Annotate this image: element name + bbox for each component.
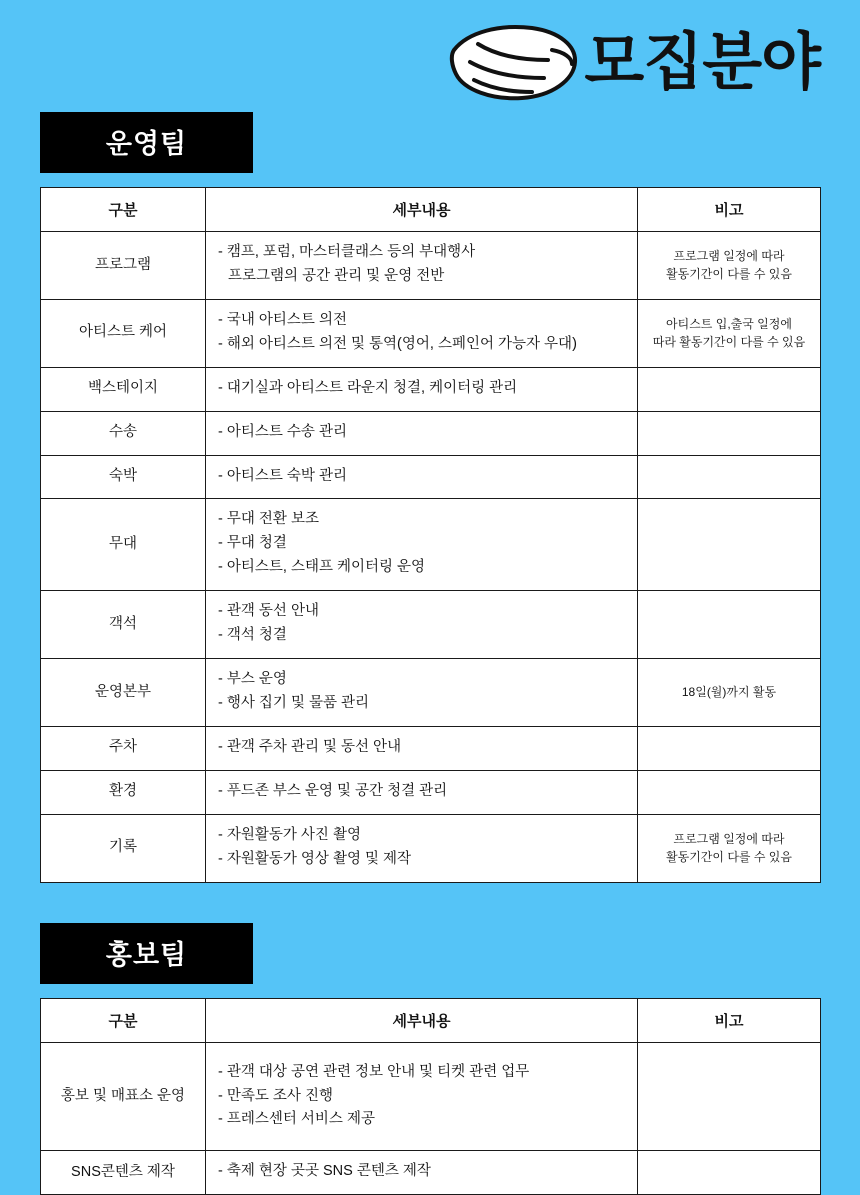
cell-category: 객석 [41, 591, 206, 659]
cell-note [638, 591, 821, 659]
detail-line: - 관객 대상 공연 관련 정보 안내 및 티켓 관련 업무 [218, 1063, 530, 1080]
column-header-category: 구분 [41, 998, 206, 1042]
section-operations [0, 112, 860, 883]
note-line: 프로그램 일정에 따라 [673, 248, 785, 263]
cell-category: 주차 [41, 726, 206, 770]
column-header-details: 세부내용 [206, 188, 638, 232]
cell-note [638, 814, 821, 882]
table-row [41, 232, 821, 300]
table-operations [40, 187, 821, 883]
cell-details [206, 591, 638, 659]
cell-note [638, 455, 821, 499]
note-line: 활동기간이 다를 수 있음 [666, 850, 792, 865]
cell-note [638, 411, 821, 455]
note-line: 활동기간이 다를 수 있음 [666, 267, 792, 282]
column-header-note: 비고 [638, 998, 821, 1042]
cell-details [206, 232, 638, 300]
cell-category: 무대 [41, 499, 206, 591]
cell-details [206, 411, 638, 455]
table-row [41, 591, 821, 659]
detail-line: - 부스 운영 [218, 671, 287, 688]
detail-line: - 자원활동가 영상 촬영 및 제작 [218, 850, 412, 867]
detail-line: - 자원활동가 사진 촬영 [218, 826, 361, 843]
detail-line: - 해외 아티스트 의전 및 통역(영어, 스페인어 가능자 우대) [218, 335, 577, 352]
table-row [41, 499, 821, 591]
section-tab-wrap [40, 112, 820, 173]
cell-details [206, 770, 638, 814]
cell-note [638, 726, 821, 770]
cell-details [206, 1151, 638, 1195]
cell-category: 프로그램 [41, 232, 206, 300]
cell-category: 아티스트 케어 [41, 299, 206, 367]
cell-note [638, 299, 821, 367]
cell-details [206, 455, 638, 499]
section-tab-promotion: 홍보팀 [40, 923, 253, 984]
cell-details [206, 299, 638, 367]
column-header-details: 세부내용 [206, 998, 638, 1042]
cell-details [206, 726, 638, 770]
table-header-row [41, 998, 821, 1042]
cell-category: SNS콘텐츠 제작 [41, 1151, 206, 1195]
note-line: 아티스트 입,출국 일정에 [666, 316, 792, 331]
section-tab-wrap [40, 923, 820, 984]
table-row [41, 814, 821, 882]
cell-note [638, 770, 821, 814]
section-tab-operations: 운영팀 [40, 112, 253, 173]
table-row [41, 770, 821, 814]
cell-category: 운영본부 [41, 659, 206, 727]
detail-line: - 푸드존 부스 운영 및 공간 청결 관리 [218, 782, 448, 799]
detail-line: - 객석 청결 [218, 627, 287, 644]
cell-note [638, 1042, 821, 1151]
cell-category: 백스테이지 [41, 367, 206, 411]
cell-details [206, 659, 638, 727]
table-row [41, 659, 821, 727]
cell-note [638, 659, 821, 727]
column-header-category: 구분 [41, 188, 206, 232]
note-line: 프로그램 일정에 따라 [673, 831, 785, 846]
cell-note [638, 367, 821, 411]
table-header-row [41, 188, 821, 232]
detail-line: - 축제 현장 곳곳 SNS 콘텐츠 제작 [218, 1163, 431, 1180]
note-line: 18일(월)까지 활동 [681, 685, 777, 700]
detail-line: - 관객 동선 안내 [218, 603, 319, 620]
detail-line: - 프레스센터 서비스 제공 [218, 1111, 375, 1128]
table-row [41, 299, 821, 367]
cell-category: 환경 [41, 770, 206, 814]
detail-line: - 아티스트, 스태프 케이터링 운영 [218, 559, 426, 576]
note-line: 따라 활동기간이 다를 수 있음 [652, 335, 806, 350]
table-row [41, 1151, 821, 1195]
cell-details [206, 1042, 638, 1151]
cell-note [638, 499, 821, 591]
table-row [41, 1042, 821, 1151]
detail-line: - 관객 주차 관리 및 동선 안내 [218, 738, 402, 755]
cell-note [638, 1151, 821, 1195]
table-row [41, 455, 821, 499]
cell-category: 수송 [41, 411, 206, 455]
detail-line: - 행사 집기 및 물품 관리 [218, 694, 370, 711]
page-header [0, 0, 860, 112]
cell-details [206, 367, 638, 411]
detail-line: - 무대 전환 보조 [218, 511, 319, 528]
table-body-operations [41, 232, 821, 883]
cell-details [206, 499, 638, 591]
section-promotion [0, 923, 860, 1195]
cell-details [206, 814, 638, 882]
page-title: 모집분야 [584, 28, 820, 97]
table-row [41, 411, 821, 455]
detail-line: - 무대 청결 [218, 535, 287, 552]
table-row [41, 726, 821, 770]
table-promotion [40, 998, 821, 1195]
detail-line: - 캠프, 포럼, 마스터클래스 등의 부대행사 [218, 244, 476, 260]
column-header-note: 비고 [638, 188, 821, 232]
wing-icon [448, 24, 578, 102]
cell-category: 기록 [41, 814, 206, 882]
table-body-promotion [41, 1042, 821, 1195]
cell-category: 홍보 및 매표소 운영 [41, 1042, 206, 1151]
detail-line: - 만족도 조사 진행 [218, 1087, 333, 1104]
detail-line: - 아티스트 숙박 관리 [218, 467, 347, 484]
table-row [41, 367, 821, 411]
detail-line: 프로그램의 공간 관리 및 운영 전반 [228, 267, 445, 284]
cell-note [638, 232, 821, 300]
detail-line: - 대기실과 아티스트 라운지 청결, 케이터링 관리 [218, 379, 518, 396]
detail-line: - 국내 아티스트 의전 [218, 311, 347, 328]
cell-category: 숙박 [41, 455, 206, 499]
detail-line: - 아티스트 수송 관리 [218, 423, 347, 440]
